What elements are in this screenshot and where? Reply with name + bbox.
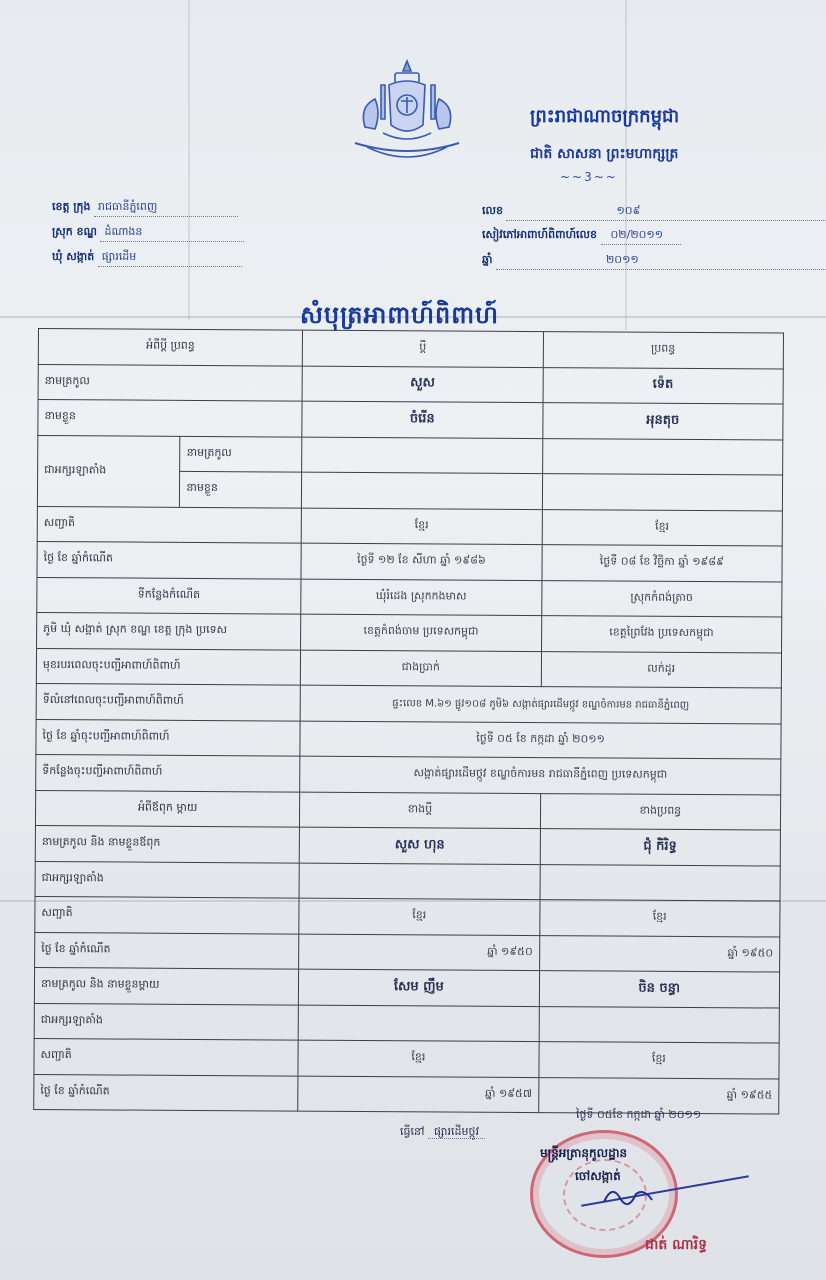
table-row bbox=[38, 435, 783, 475]
wife-occupation: លក់ដូរ bbox=[541, 651, 782, 688]
father-name-label: នាមត្រកូល និង នាមខ្លួនឪពុក bbox=[35, 825, 299, 862]
husband-latin-surname bbox=[302, 437, 543, 474]
couple-section-header: អំពីប្ដី ប្រពន្ធ bbox=[38, 329, 302, 366]
wife-dob: ថ្ងៃទី ០៨ ខែ វិច្ឆិកា ឆ្នាំ ១៩៨៩ bbox=[542, 545, 783, 582]
header-ornament: ~~3~~ bbox=[560, 170, 618, 184]
wife-column-header: ប្រពន្ធ bbox=[543, 332, 784, 369]
residence-label: ទីលំនៅពេលចុះបញ្ជីអាពាហ៍ពិពាហ៍ bbox=[36, 683, 300, 720]
commune-line bbox=[52, 250, 242, 267]
wife-nationality: ខ្មែរ bbox=[542, 509, 783, 546]
surname-label: នាមត្រកូល bbox=[38, 364, 302, 401]
husband-occupation: ជាងប្រាក់ bbox=[300, 650, 541, 687]
district-value: ដំណាងន bbox=[100, 225, 244, 242]
table-row bbox=[34, 1038, 779, 1078]
register-year-label: ឆ្នាំ bbox=[482, 253, 493, 266]
commune-value: ផ្សារដើម bbox=[98, 250, 242, 267]
parents-section-header: អំពីឪពុក ម្ដាយ bbox=[35, 790, 299, 827]
wife-mother-nationality: ខ្មែរ bbox=[538, 1042, 779, 1079]
made-at-value: ផ្សារដើមថ្កូវ bbox=[428, 1125, 485, 1139]
kingdom-heading: ព្រះរាជាណាចក្រកម្ពុជា bbox=[530, 106, 680, 127]
officer-title-line2: ចៅសង្កាត់ bbox=[575, 1169, 621, 1183]
register-book-line bbox=[482, 228, 681, 245]
dob-label: ថ្ងៃ ខែ ឆ្នាំកំណើត bbox=[37, 541, 301, 578]
wife-father-dob: ឆ្នាំ ១៩៥០ bbox=[539, 935, 780, 972]
latin-label: ជាអក្សរឡាតាំង bbox=[37, 435, 180, 507]
father-nationality-label: សញ្ជាតិ bbox=[35, 896, 299, 933]
register-book-value: ០២/២០១១ bbox=[601, 228, 681, 245]
signing-date: ថ្ងៃទី ០៥ខែ កក្កដា ឆ្នាំ ២០១១ bbox=[576, 1108, 702, 1121]
vertical-fold-right bbox=[625, 0, 627, 330]
occupation-label: មុខរបរពេលចុះបញ្ជីអាពាហ៍ពិពាហ៍ bbox=[36, 648, 300, 685]
husband-latin-givenname bbox=[302, 472, 543, 509]
husband-nationality: ខ្មែរ bbox=[301, 508, 542, 545]
record-number-line bbox=[482, 204, 826, 221]
officer-title-line1: មន្ត្រីអត្រានុកូលដ្ឋាន bbox=[540, 1146, 628, 1160]
wife-latin-givenname bbox=[542, 474, 783, 511]
father-latin-label: ជាអក្សរឡាតាំង bbox=[35, 861, 299, 898]
mother-latin-label: ជាអក្សរឡាតាំង bbox=[34, 1003, 298, 1040]
province-line bbox=[52, 200, 238, 217]
latin-surname-label: នាមត្រកូល bbox=[180, 436, 302, 472]
wife-birthplace-line1: ស្រុកកំពង់ត្រាច bbox=[541, 580, 782, 617]
givenname-label: នាមខ្លួន bbox=[38, 400, 302, 437]
table-row bbox=[37, 612, 782, 652]
table-row bbox=[36, 754, 781, 794]
table-row bbox=[38, 329, 783, 369]
wife-surname: ទ៉េត bbox=[543, 367, 784, 404]
husband-mother-name: សែម ញឹម bbox=[299, 969, 540, 1006]
wife-father-latin bbox=[540, 864, 781, 901]
registration-place-label: ទីកន្លែងចុះបញ្ជីអាពាហ៍ពិពាហ៍ bbox=[36, 754, 300, 791]
table-row bbox=[38, 400, 783, 440]
wife-father-nationality: ខ្មែរ bbox=[539, 900, 780, 937]
husband-birthplace-line1: ឃុំរំដេង ស្រុកកងមាស bbox=[301, 579, 542, 616]
husband-givenname: ចំរើន bbox=[302, 401, 543, 438]
husband-mother-nationality: ខ្មែរ bbox=[298, 1040, 539, 1077]
commune-label: ឃុំ សង្កាត់ bbox=[52, 250, 95, 263]
birthplace-label: ទីកន្លែងកំណើត bbox=[37, 577, 301, 614]
father-dob-label: ថ្ងៃ ខែ ឆ្នាំកំណើត bbox=[35, 932, 299, 969]
district-line bbox=[52, 225, 244, 242]
handwritten-signature-icon bbox=[600, 1180, 660, 1210]
table-row bbox=[36, 719, 781, 759]
registration-date-label: ថ្ងៃ ខែ ឆ្នាំចុះបញ្ជីអាពាហ៍ពិពាហ៍ bbox=[36, 719, 300, 756]
registration-place-value: សង្កាត់ផ្សារដើមថ្កូវ ខណ្ឌចំការមន រាជធានីភ្នំពេញ ប្រទេសកម្ពុជា bbox=[300, 756, 781, 794]
made-at-line bbox=[400, 1125, 485, 1141]
made-at-label: ធ្វើនៅ bbox=[400, 1125, 425, 1138]
royal-coat-of-arms-icon bbox=[345, 55, 470, 175]
husband-column-header: ប្ដី bbox=[302, 330, 543, 367]
husband-dob: ថ្ងៃទី ១២ ខែ សីហា ឆ្នាំ ១៩៨៦ bbox=[301, 543, 542, 580]
birthplace-sub-label: ភូមិ ឃុំ សង្កាត់ ស្រុក ខណ្ឌ ខេត្ត ក្រុង ប្រទេស bbox=[37, 612, 301, 649]
table-row bbox=[34, 1003, 779, 1043]
husband-surname: សួស bbox=[302, 366, 543, 403]
table-row bbox=[37, 577, 782, 617]
husband-mother-latin bbox=[298, 1005, 539, 1042]
husband-father-latin bbox=[299, 863, 540, 900]
province-label: ខេត្ត ក្រុង bbox=[52, 200, 91, 213]
vertical-fold-left bbox=[188, 0, 190, 320]
table-row bbox=[35, 825, 780, 865]
wife-latin-surname bbox=[542, 438, 783, 475]
table-row bbox=[35, 861, 780, 901]
husband-mother-dob: ឆ្នាំ ១៩៥៧ bbox=[298, 1076, 539, 1113]
wife-father-name: ជុំ កិរិទ្ធ bbox=[540, 829, 781, 866]
mother-nationality-label: សញ្ជាតិ bbox=[34, 1038, 298, 1075]
table-row bbox=[35, 790, 780, 830]
record-number-value: ១០៩ bbox=[506, 204, 826, 221]
wife-givenname: អុនតុច bbox=[542, 403, 783, 440]
table-row bbox=[35, 896, 780, 936]
husband-father-name: សួស ហុន bbox=[299, 827, 540, 864]
residence-value: ផ្ទះលេខ M.៦១ ផ្លូវ១០៨ ភូមិ៦ សង្កាត់ផ្សារដើមថ្កូវ ខណ្ឌចំការមន រាជធានីភ្នំពេញ bbox=[300, 685, 781, 723]
document-title: សំបុត្រអាពាហ៍ពិពាហ៍ bbox=[300, 301, 499, 329]
record-number-label: លេខ bbox=[482, 204, 503, 217]
signatory-name: ជាត់ ណារិទ្ធ bbox=[645, 1237, 707, 1253]
latin-givenname-label: នាមខ្លួន bbox=[180, 471, 302, 507]
husband-side-header: ខាងប្ដី bbox=[300, 792, 541, 829]
wife-birthplace-line2: ខេត្តព្រៃវែង ប្រទេសកម្ពុជា bbox=[541, 616, 782, 653]
national-motto: ជាតិ សាសនា ព្រះមហាក្សត្រ bbox=[530, 146, 679, 162]
table-row bbox=[37, 506, 782, 546]
marriage-record-table bbox=[33, 328, 784, 1115]
wife-mother-dob: ឆ្នាំ ១៩៥៥ bbox=[538, 1077, 779, 1114]
register-year-value: ២០១១ bbox=[496, 253, 826, 270]
table-row bbox=[37, 541, 782, 581]
registration-date-value: ថ្ងៃទី ០៥ ខែ កក្កដា ឆ្នាំ ២០១១ bbox=[300, 721, 781, 759]
table-row bbox=[38, 364, 783, 404]
register-book-label: សៀវភៅអាពាហ៍ពិពាហ៍លេខ bbox=[482, 228, 597, 241]
wife-side-header: ខាងប្រពន្ធ bbox=[540, 793, 781, 830]
district-label: ស្រុក ខណ្ឌ bbox=[52, 225, 97, 238]
register-year-line bbox=[482, 253, 826, 270]
nationality-label: សញ្ជាតិ bbox=[37, 506, 301, 543]
province-value: រាជធានីភ្នំពេញ bbox=[94, 200, 238, 217]
table-row bbox=[34, 967, 779, 1007]
husband-father-nationality: ខ្មែរ bbox=[299, 898, 540, 935]
wife-mother-latin bbox=[539, 1006, 780, 1043]
husband-birthplace-line2: ខេត្តកំពង់ចាម ប្រទេសកម្ពុជា bbox=[301, 614, 542, 651]
table-row bbox=[36, 648, 781, 688]
mother-dob-label: ថ្ងៃ ខែ ឆ្នាំកំណើត bbox=[34, 1074, 298, 1111]
husband-father-dob: ឆ្នាំ ១៩៥០ bbox=[299, 934, 540, 971]
table-row bbox=[36, 683, 781, 723]
table-row bbox=[35, 932, 780, 972]
mother-name-label: នាមត្រកូល និង នាមខ្លួនម្ដាយ bbox=[34, 967, 298, 1004]
wife-mother-name: ចិន ចន្ធា bbox=[539, 971, 780, 1008]
